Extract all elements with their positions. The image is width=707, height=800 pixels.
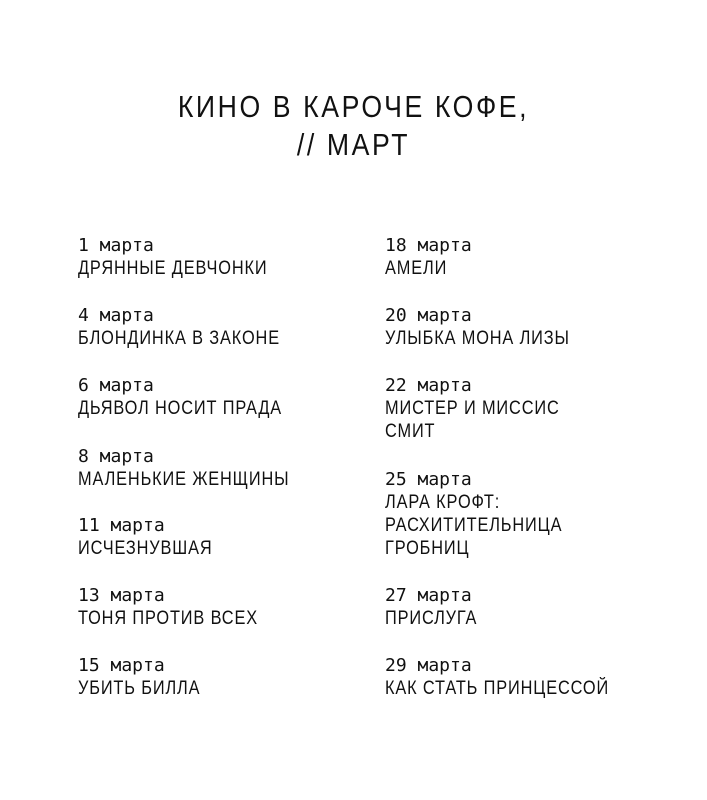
film-title [78, 677, 200, 700]
film-title-line: ИСЧЕЗНУВШАЯ [78, 538, 213, 559]
film-title-line: СМИТ [385, 421, 436, 442]
film-title [385, 607, 477, 630]
film-title-line: УЛЫБКА МОНА ЛИЗЫ [385, 328, 570, 349]
screening-entry [385, 469, 591, 560]
screening-entry [78, 446, 324, 491]
screening-entry [385, 655, 646, 700]
screening-entry [78, 305, 313, 350]
screening-date: 25 марта [385, 469, 472, 490]
screening-entry [385, 375, 588, 443]
film-title-line: КАК СТАТЬ ПРИНЦЕССОЙ [385, 678, 610, 699]
film-title [78, 607, 258, 630]
screening-date: 20 марта [385, 305, 472, 326]
film-title-line: ГРОБНИЦ [385, 538, 470, 559]
film-title [78, 397, 282, 420]
screening-entry [78, 655, 220, 700]
screening-entry [78, 515, 234, 560]
film-title-line: МИСТЕР И МИССИС [385, 398, 560, 419]
film-title-line: ДРЯННЫЕ ДЕВЧОНКИ [78, 258, 268, 279]
screening-entry [385, 585, 492, 630]
film-title-line: МАЛЕНЬКИЕ ЖЕНЩИНЫ [78, 469, 290, 490]
film-title [385, 677, 609, 700]
screening-date: 6 марта [78, 375, 154, 396]
film-title [78, 468, 289, 491]
film-title-line: РАСХИТИТЕЛЬНИЦА [385, 515, 563, 536]
screening-entry [78, 585, 287, 630]
screening-date: 27 марта [385, 585, 472, 606]
film-title [385, 491, 562, 560]
film-title [385, 257, 460, 280]
film-title-line: АМЕЛИ [385, 258, 448, 279]
film-title-line: БЛОНДИНКА В ЗАКОНЕ [78, 328, 280, 349]
screening-date: 11 марта [78, 515, 165, 536]
film-title [385, 397, 560, 443]
film-title-line: ТОНЯ ПРОТИВ ВСЕХ [78, 608, 258, 629]
screening-date: 1 марта [78, 235, 154, 256]
screening-date: 15 марта [78, 655, 165, 676]
title-line-1: КИНО В КАРОЧЕ КОФЕ, [177, 89, 530, 124]
film-title-line: ПРИСЛУГА [385, 608, 478, 629]
screening-entry [385, 235, 472, 280]
poster-title [49, 88, 657, 164]
film-title [78, 257, 267, 280]
film-title [78, 537, 213, 560]
film-title [78, 327, 280, 350]
screening-date: 22 марта [385, 375, 472, 396]
title-line-2: // МАРТ [296, 127, 411, 162]
screening-date: 13 марта [78, 585, 165, 606]
film-title-line: УБИТЬ БИЛЛА [78, 678, 201, 699]
film-title-line: ЛАРА КРОФТ: [385, 492, 501, 513]
screening-date: 8 марта [78, 446, 154, 467]
screening-date: 4 марта [78, 305, 154, 326]
screening-date: 29 марта [385, 655, 472, 676]
screening-entry [78, 375, 315, 420]
film-title-line: ДЬЯВОЛ НОСИТ ПРАДА [78, 398, 283, 419]
screening-date: 18 марта [385, 235, 472, 256]
film-title [385, 327, 570, 350]
screening-entry [385, 305, 600, 350]
screening-entry [78, 235, 298, 280]
